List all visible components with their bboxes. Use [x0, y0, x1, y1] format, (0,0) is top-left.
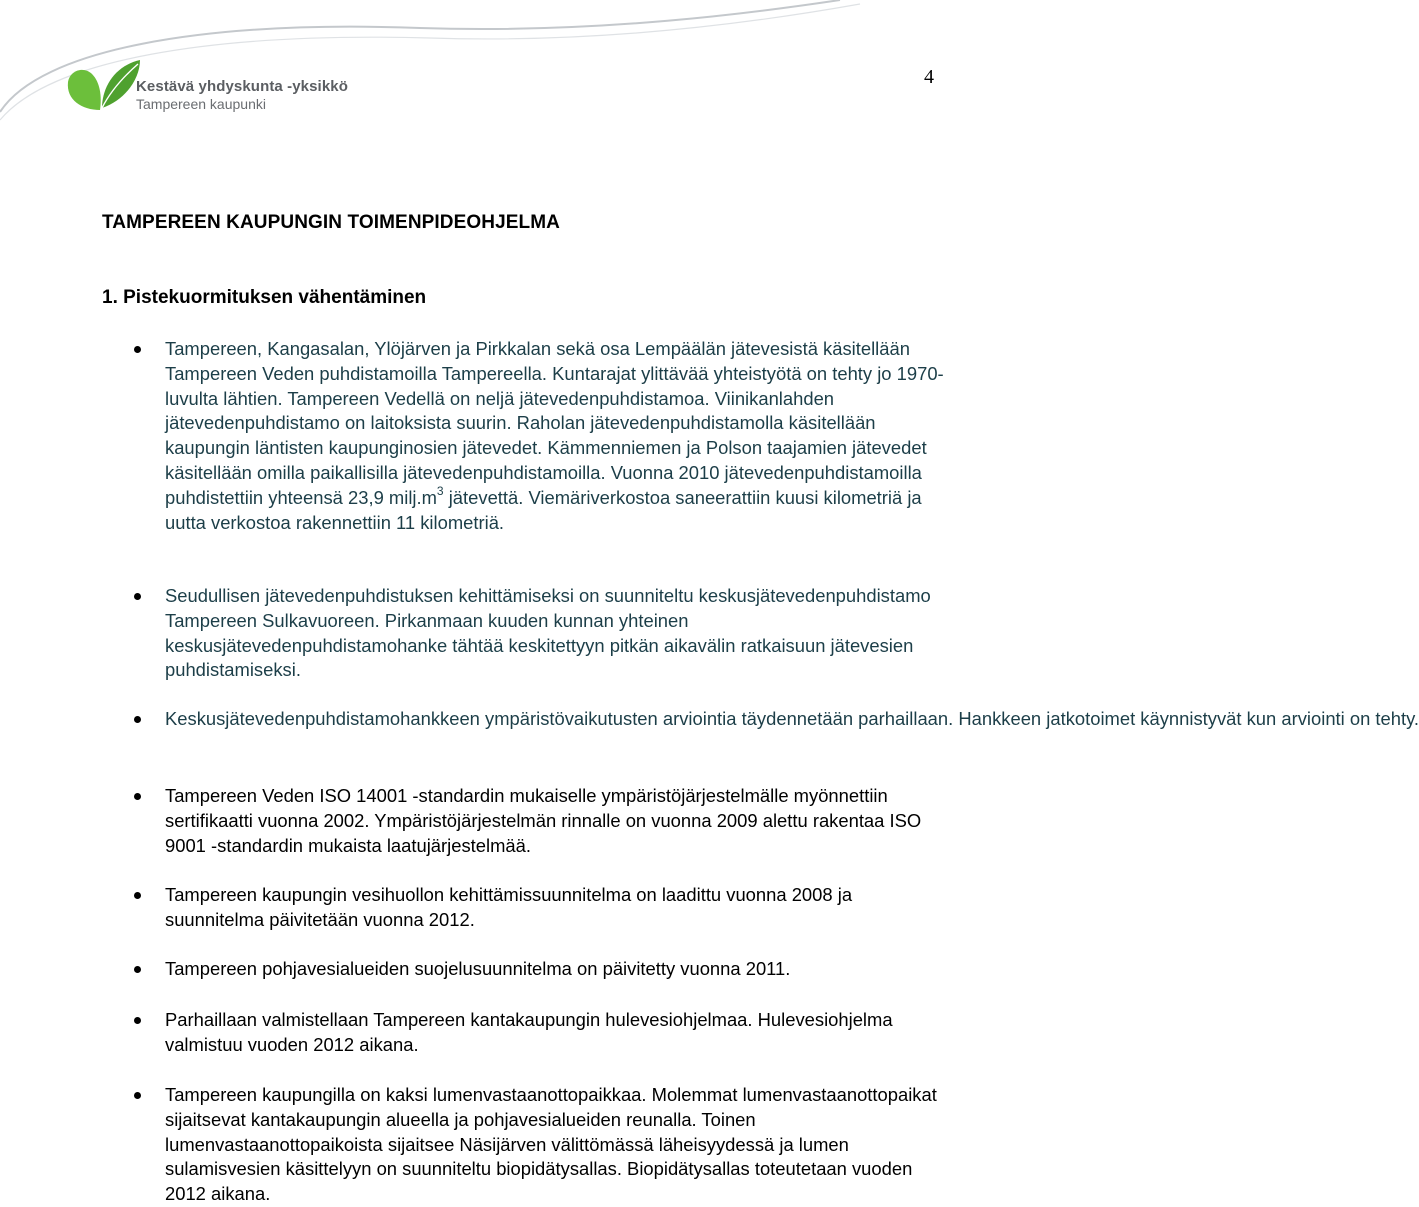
- item-text: Tampereen kaupungilla on kaksi lumenvastaanottopaikkaa. Molemmat lumenvastaanottopaikat sijaitsevat kantakaupungin alueella ja pohjavesialueiden reunalla. Toinen lumenvastaanottopaikoista sijaitsee Näsijärven välittömässä läheisyydessä ja lumen sulamisvesien käsittelyyn on suunniteltu biopidätysallas. Biopidätysallas toteutetaan vuoden 2012 aikana.: [165, 1084, 937, 1205]
- document-title: TAMPEREEN KAUPUNGIN TOIMENPIDEOHJELMA: [102, 212, 560, 233]
- logo-subtitle: Tampereen kaupunki: [136, 96, 266, 112]
- item-text: Parhaillaan valmistellaan Tampereen kantakaupungin hulevesiohjelmaa. Hulevesiohjelma valmistuu vuoden 2012 aikana.: [165, 1009, 893, 1055]
- bullet-item-groundwater-protection: [165, 957, 955, 982]
- section-heading: 1. Pistekuormituksen vähentäminen: [102, 287, 427, 308]
- page-number: 4: [924, 66, 934, 88]
- leaf-logo-icon: [62, 56, 142, 112]
- bullet-item-regional-plant: [165, 584, 955, 683]
- item-text: Tampereen, Kangasalan, Ylöjärven ja Pirkkalan sekä osa Lempäälän jätevesistä käsitellään Tampereen Veden puhdistamoilla Tampereella. Kuntarajat ylittävää yhteistyötä on tehty jo 1970-luvulta lähtien. Tampereen Vedellä on neljä jätevedenpuhdistamoa. Viinikanlahden jätevedenpuhdistamo on laitoksista suurin. Raholan jätevedenpuhdistamolla käsitellään kaupungin läntisten kaupunginosien jätevedet. Kämmenniemen ja Polson taajamien jätevedet käsitellään omilla paikallisilla jätevedenpuhdistamoilla. Vuonna 2010 jätevedenpuhdistamoilla puhdistettiin yhteensä 23,9 milj.m: [165, 338, 944, 508]
- item-text: Seudullisen jätevedenpuhdistuksen kehittämiseksi on suunniteltu keskusjätevedenpuhdistamo Tampereen Sulkavuoreen. Pirkanmaan kuuden kunnan yhteinen keskusjätevedenpuhdistamohanke tähtää keskitettyyn pitkän aikavälin ratkaisuun jätevesien puhdistamiseksi.: [165, 585, 931, 681]
- bullet-item-water-supply-plan: [165, 883, 955, 933]
- bullet-item-environmental-assessment: [165, 707, 1419, 732]
- item-text: Tampereen kaupungin vesihuollon kehittämissuunnitelma on laadittu vuonna 2008 ja suunnitelma päivitetään vuonna 2012.: [165, 884, 853, 930]
- item-text-continued: jätevettä. Viemäriverkostoa saneerattiin kuusi kilometriä ja uutta verkostoa rakennettiin 11 kilometriä.: [165, 486, 922, 533]
- logo-text: [136, 78, 348, 113]
- item-text: Keskusjätevedenpuhdistamohankkeen ympäristövaikutusten arviointia täydennetään parhaillaan. Hankkeen jatkotoimet käynnistyvät kun arviointi on tehty.: [165, 708, 1419, 729]
- superscript-cubic: 3: [436, 483, 444, 498]
- bullet-item-iso-certification: [165, 784, 955, 858]
- bullet-item-stormwater-program: [165, 1008, 955, 1058]
- logo-title: Kestävä yhdyskunta -yksikkö: [136, 78, 348, 95]
- bullet-item-snow-reception: [165, 1083, 955, 1207]
- item-text: Tampereen Veden ISO 14001 -standardin mukaiselle ympäristöjärjestelmälle myönnettiin sertifikaatti vuonna 2002. Ympäristöjärjestelmän rinnalle on vuonna 2009 alettu rakentaa ISO 9001 -standardin mukaista laatujärjestelmää.: [165, 785, 922, 856]
- bullet-item-wastewater-treatment: [165, 337, 955, 535]
- item-text: Tampereen pohjavesialueiden suojelusuunnitelma on päivitetty vuonna 2011.: [165, 958, 791, 979]
